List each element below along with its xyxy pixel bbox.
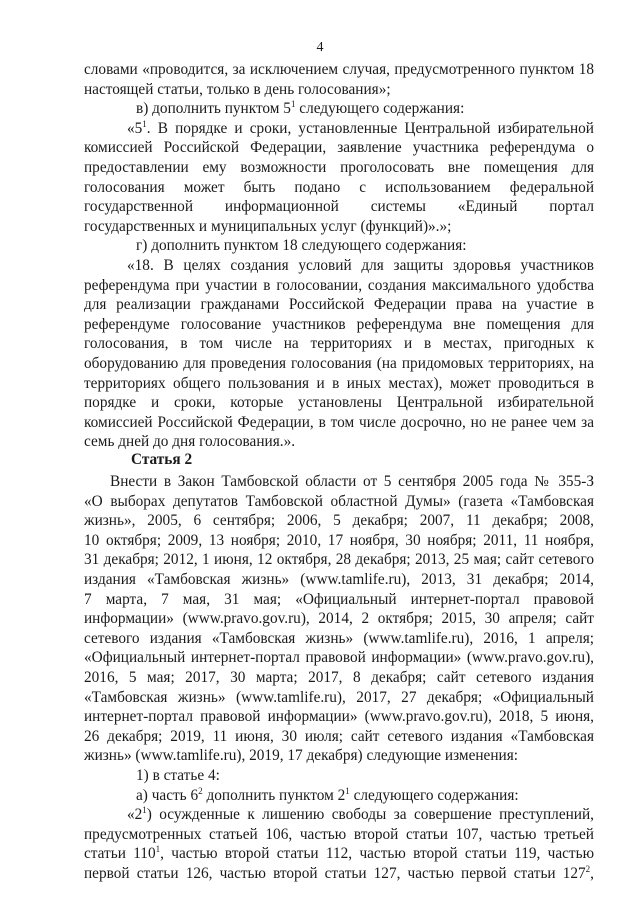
text-line: семь дней до дня голосования.». xyxy=(84,433,296,451)
text-line: сетевого издания «Тамбовская жизнь» (www.tamlife.ru), 2016, 1 апреля; xyxy=(84,629,594,647)
text-line: комиссией Российской Федерации, в том числе досрочно, но не ранее чем за xyxy=(84,413,594,431)
text-line: для реализации гражданами Российской Федерации права на участие в xyxy=(84,296,594,314)
text-line: «Официальный интернет-портал правовой информации» (www.pravo.gov.ru), xyxy=(84,649,594,667)
text-line: порядке и сроки, которые установлены Центральной избирательной xyxy=(84,394,594,412)
text-line: референдуме голосование участников референдума вне помещения для xyxy=(84,315,594,333)
text-line: информации» (www.pravo.gov.ru), 2014, 2 октября; 2015, 30 апреля; сайт xyxy=(84,610,594,628)
text-line: 10 октября; 2009, 13 ноября; 2010, 17 ноября, 30 ноября; 2011, 11 ноября, xyxy=(84,531,594,549)
text-line: г) дополнить пунктом 18 следующего содержания: xyxy=(136,237,467,255)
text-line: голосования, в том числе на территориях и в местах, пригодных к xyxy=(84,335,594,353)
text-line: статьи $110^1$, частью второй статьи 112, частью второй статьи 119, частью xyxy=(84,844,594,863)
text-line: оборудованию для проведения голосования (на придомовых территориях, на xyxy=(84,355,594,372)
text-line: в) дополнить пунктом $5^1$ следующего содержания: xyxy=(136,99,465,118)
text-line: «$2^1$) осужденные к лишению свободы за совершение преступлений, xyxy=(127,805,594,824)
text-line: государственных и муниципальных услуг (функций)».»; xyxy=(84,217,452,235)
text-line: «$5^1$. В порядке и сроки, установленные Центральной избирательной xyxy=(127,118,594,137)
text-line: «18. В целях создания условий для защиты здоровья участников xyxy=(127,257,594,274)
text-line: 2016, 5 мая; 2017, 30 марта; 2017, 8 декабря; сайт сетевого издания xyxy=(84,669,594,686)
text-line: «О выборах депутатов Тамбовской областной Думы» (газета «Тамбовская xyxy=(84,492,594,510)
text-line: референдума при участии в голосовании, создания максимального удобства xyxy=(84,276,594,294)
text-line: а) часть $6^2$ дополнить пунктом $2^1$ следующего содержания: xyxy=(136,785,519,804)
text-line: 1) в статье 4: xyxy=(136,767,220,784)
text-line: 7 марта, 7 мая, 31 мая; «Официальный интернет-портал правовой xyxy=(84,590,594,608)
text-line: жизнь» (www.tamlife.ru), 2019, 17 декабря) следующие изменения: xyxy=(84,747,519,765)
text-line: жизнь», 2005, 6 сентября; 2006, 5 декабря; 2007, 11 декабря; 2008, xyxy=(84,512,594,530)
text-line: территориях общего пользования и в иных местах), может проводиться в xyxy=(84,374,594,392)
text-line: государственной информационной системы «Единый портал xyxy=(84,198,594,216)
text-line: предоставлении ему возможности проголосовать вне помещения для xyxy=(84,159,594,176)
article-heading: Статья 2 xyxy=(131,451,193,468)
text-line: издания «Тамбовская жизнь» (www.tamlife.ru), 2013, 31 декабря; 2014, xyxy=(84,571,594,588)
text-line: комиссией Российской Федерации, заявление участника референдума о xyxy=(84,139,594,157)
text-line: первой статьи 126, частью второй статьи 127, частью первой статьи $127^2$, xyxy=(84,863,594,882)
text-line: словами «проводится, за исключением случая, предусмотренного пунктом 18 xyxy=(84,61,594,78)
text-line: голосования может быть подано с использованием федеральной xyxy=(84,178,594,196)
text-line: «Тамбовская жизнь» (www.tamlife.ru), 2017, 27 декабря; «Официальный xyxy=(84,688,594,706)
text-line: Внести в Закон Тамбовской области от 5 сентября 2005 года № 355-З xyxy=(110,473,594,490)
page-number: 4 xyxy=(316,40,324,55)
text-line: предусмотренных статьей 106, частью второй статьи 107, частью третьей xyxy=(84,825,594,843)
text-line: интернет-портал правовой информации» (www.pravo.gov.ru), 2018, 5 июня, xyxy=(84,708,594,726)
text-line: настоящей статьи, только в день голосования»; xyxy=(84,80,391,98)
text-line: 31 декабря; 2012, 1 июня, 12 октября, 28 декабря; 2013, 25 мая; сайт сетевого xyxy=(84,551,594,569)
text-line: 26 декабря; 2019, 11 июня, 30 июля; сайт сетевого издания «Тамбовская xyxy=(84,727,594,745)
